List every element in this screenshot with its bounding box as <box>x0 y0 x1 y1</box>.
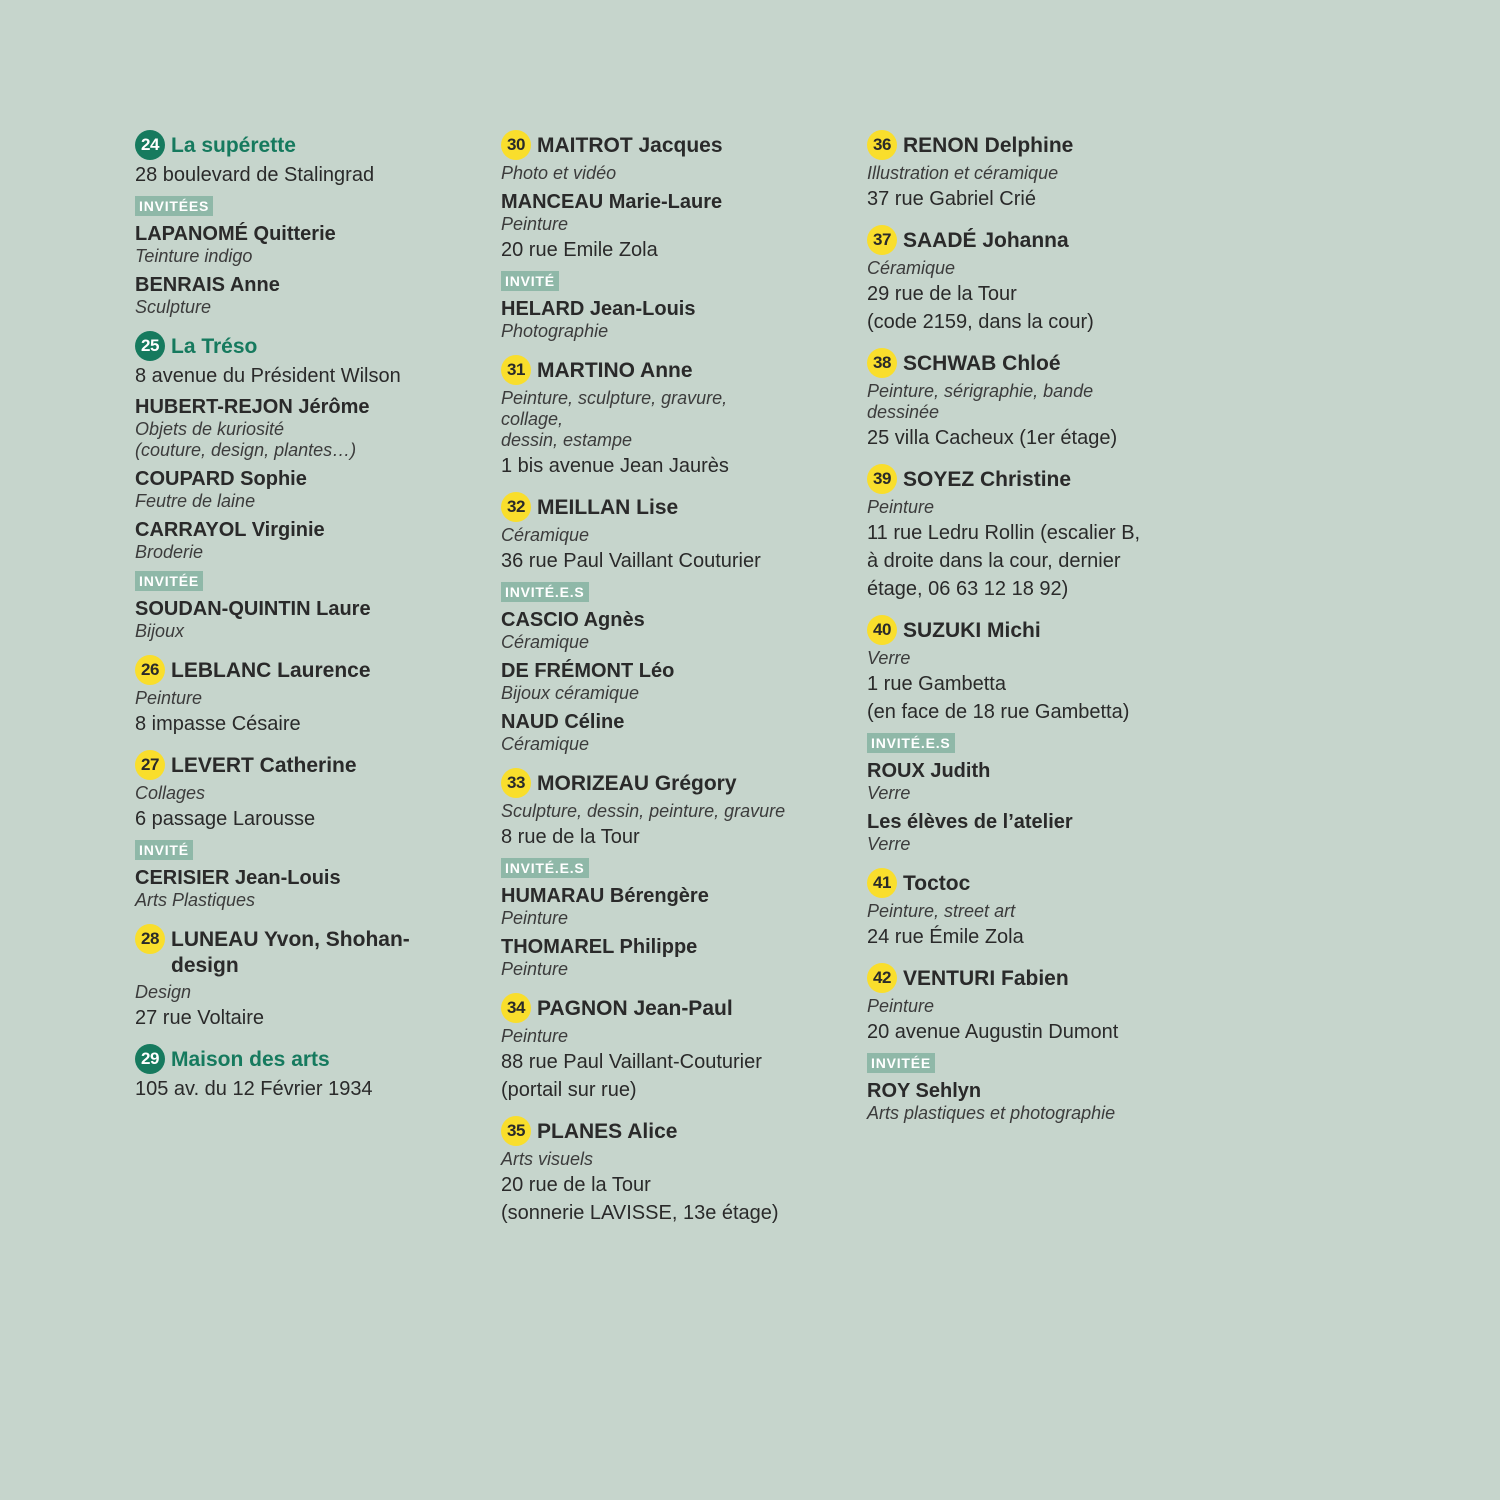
guest-badge-row <box>135 563 475 591</box>
address-line: 105 av. du 12 Février 1934 <box>135 1078 373 1100</box>
guest-block <box>501 297 841 342</box>
listing-entry <box>135 753 475 911</box>
listing-entry <box>867 618 1197 855</box>
artist-name: SUZUKI Michi <box>903 619 1041 642</box>
address-line: 8 rue de la Tour <box>501 826 640 848</box>
artist-discipline: Peinture <box>867 497 935 517</box>
guest-badge-row <box>501 574 841 602</box>
artist-discipline: Peinture <box>501 214 569 234</box>
entry-number-badge: 24 <box>135 130 165 160</box>
guest-discipline: Peinture <box>501 959 569 979</box>
entry-heading <box>867 966 1197 993</box>
artist-name: MEILLAN Lise <box>537 496 679 519</box>
artist-name: MANCEAU Marie-Laure <box>501 191 723 213</box>
artist-name: SCHWAB Chloé <box>903 352 1061 375</box>
listing-entry <box>135 133 475 318</box>
artist-name: SAADÉ Johanna <box>903 229 1069 252</box>
guest-badge: INVITÉ.E.S <box>867 733 955 753</box>
entry-number-badge: 42 <box>867 963 897 993</box>
guest-discipline: Sculpture <box>135 297 212 317</box>
entry-number-badge: 33 <box>501 768 531 798</box>
guest-discipline: Verre <box>867 834 911 854</box>
entry-number-badge: 39 <box>867 464 897 494</box>
guest-badge-row <box>135 188 475 216</box>
entry-number-badge: 25 <box>135 331 165 361</box>
venue-name: Maison des arts <box>171 1048 330 1071</box>
artist-discipline: Peinture <box>135 688 203 708</box>
artist-discipline: Céramique <box>501 525 590 545</box>
guest-badge: INVITÉ <box>135 840 193 860</box>
entry-heading <box>501 495 841 522</box>
guest-badge-row <box>135 832 475 860</box>
entry-number-badge: 31 <box>501 355 531 385</box>
address-line: 37 rue Gabriel Crié <box>867 188 1036 210</box>
guest-badge-row <box>501 850 841 878</box>
entry-number-badge: 26 <box>135 655 165 685</box>
artist-discipline: Collages <box>135 783 206 803</box>
entry-number-badge: 40 <box>867 615 897 645</box>
artist-discipline: Peinture, street art <box>867 901 1016 921</box>
guest-name: NAUD Céline <box>501 711 625 733</box>
address-line: 1 rue Gambetta <box>867 673 1006 695</box>
guest-discipline: Arts plastiques et photographie <box>867 1103 1116 1123</box>
address-line: (en face de 18 rue Gambetta) <box>867 701 1130 723</box>
entry-number-badge: 35 <box>501 1116 531 1146</box>
guest-name: LAPANOMÉ Quitterie <box>135 223 336 245</box>
artist-discipline: Feutre de laine <box>135 491 256 511</box>
venue-name: La supérette <box>171 134 296 157</box>
artist-discipline: Broderie <box>135 542 204 562</box>
entry-heading <box>135 927 475 979</box>
entry-heading <box>867 351 1197 378</box>
artist-block <box>135 518 475 563</box>
guest-block <box>135 273 475 318</box>
artist-discipline: Arts visuels <box>501 1149 594 1169</box>
artist-discipline: Peinture <box>501 1026 569 1046</box>
address-line: (code 2159, dans la cour) <box>867 311 1094 333</box>
guest-badge: INVITÉE <box>867 1053 935 1073</box>
address-line: étage, 06 63 12 18 92) <box>867 578 1069 600</box>
entry-heading <box>501 996 841 1023</box>
artist-discipline: Peinture, sérigraphie, bande dessinée <box>867 381 1094 422</box>
guest-discipline: Bijoux <box>135 621 185 641</box>
address-line: 20 rue de la Tour <box>501 1174 651 1196</box>
guest-badge-row <box>867 1045 1197 1073</box>
guest-badge-row <box>501 263 841 291</box>
address-line: (portail sur rue) <box>501 1079 637 1101</box>
guest-block <box>135 222 475 267</box>
entry-heading <box>135 334 475 361</box>
listing-entry <box>867 467 1197 602</box>
artist-name: PAGNON Jean-Paul <box>537 997 733 1020</box>
listing-entry <box>135 658 475 737</box>
guest-discipline: Teinture indigo <box>135 246 253 266</box>
entry-number-badge: 28 <box>135 924 165 954</box>
guest-block <box>867 810 1197 855</box>
entry-number-badge: 27 <box>135 750 165 780</box>
guest-block <box>135 866 475 911</box>
artist-name: SOYEZ Christine <box>903 468 1072 491</box>
guest-block <box>501 659 841 704</box>
artist-name: PLANES Alice <box>537 1120 678 1143</box>
artist-name: RENON Delphine <box>903 134 1074 157</box>
guest-block <box>867 1079 1197 1124</box>
entry-heading <box>135 753 475 780</box>
artist-name: MAITROT Jacques <box>537 134 723 157</box>
address-line: 20 avenue Augustin Dumont <box>867 1021 1119 1043</box>
artist-name: CARRAYOL Virginie <box>135 519 325 541</box>
artist-block <box>135 467 475 512</box>
artist-discipline: Design <box>135 982 192 1002</box>
guest-name: ROUX Judith <box>867 760 991 782</box>
entry-heading <box>135 133 475 160</box>
artist-block <box>501 190 841 235</box>
guest-badge: INVITÉES <box>135 196 213 216</box>
artist-name: LEBLANC Laurence <box>171 659 371 682</box>
artist-discipline: Céramique <box>867 258 956 278</box>
artist-name: LEVERT Catherine <box>171 754 357 777</box>
guest-block <box>501 608 841 653</box>
address-line: 8 impasse Césaire <box>135 713 301 735</box>
artist-discipline: Illustration et céramique <box>867 163 1059 183</box>
entry-number-badge: 30 <box>501 130 531 160</box>
guest-name: CERISIER Jean-Louis <box>135 867 341 889</box>
guest-block <box>501 710 841 755</box>
guest-badge: INVITÉ.E.S <box>501 858 589 878</box>
guest-badge: INVITÉ <box>501 271 559 291</box>
address-line: 24 rue Émile Zola <box>867 926 1024 948</box>
listing-entry <box>135 927 475 1031</box>
address-line: 29 rue de la Tour <box>867 283 1017 305</box>
guest-badge-row <box>867 725 1197 753</box>
guest-discipline: Céramique <box>501 632 590 652</box>
guest-name: THOMAREL Philippe <box>501 936 698 958</box>
address-line: 28 boulevard de Stalingrad <box>135 164 375 186</box>
listing-entry <box>867 966 1197 1124</box>
guest-badge: INVITÉ.E.S <box>501 582 589 602</box>
artist-discipline: Peinture, sculpture, gravure, collage, dessin, estampe <box>501 388 728 450</box>
entry-number-badge: 34 <box>501 993 531 1023</box>
address-line: (sonnerie LAVISSE, 13e étage) <box>501 1202 779 1224</box>
listing-entry <box>501 1119 841 1226</box>
address-line: 8 avenue du Président Wilson <box>135 365 401 387</box>
listing-column-left <box>135 133 475 1118</box>
address-line: 36 rue Paul Vaillant Couturier <box>501 550 761 572</box>
guest-block <box>501 935 841 980</box>
address-line: 88 rue Paul Vaillant-Couturier <box>501 1051 762 1073</box>
address-line: 25 villa Cacheux (1er étage) <box>867 427 1118 449</box>
address-line: à droite dans la cour, dernier <box>867 550 1121 572</box>
listing-entry <box>135 1047 475 1102</box>
listing-column-middle <box>501 133 841 1242</box>
address-line: 6 passage Larousse <box>135 808 316 830</box>
artist-name: MORIZEAU Grégory <box>537 772 737 795</box>
entry-number-badge: 41 <box>867 868 897 898</box>
guest-block <box>135 597 475 642</box>
guest-name: DE FRÉMONT Léo <box>501 660 675 682</box>
entry-heading <box>867 618 1197 645</box>
guest-name: CASCIO Agnès <box>501 609 645 631</box>
artist-name: MARTINO Anne <box>537 359 693 382</box>
entry-number-badge: 37 <box>867 225 897 255</box>
address-line: 1 bis avenue Jean Jaurès <box>501 455 729 477</box>
address-line: 11 rue Ledru Rollin (escalier B, <box>867 522 1141 544</box>
listing-entry <box>867 871 1197 950</box>
listing-entry <box>867 228 1197 335</box>
listing-entry <box>501 771 841 980</box>
entry-heading <box>501 358 841 385</box>
artist-discipline: Peinture <box>867 996 935 1016</box>
guest-name: HUMARAU Bérengère <box>501 885 709 907</box>
guest-discipline: Peinture <box>501 908 569 928</box>
entry-heading <box>867 467 1197 494</box>
entry-number-badge: 29 <box>135 1044 165 1074</box>
artist-name: Toctoc <box>903 872 971 895</box>
guest-badge: INVITÉE <box>135 571 203 591</box>
address-line: 20 rue Emile Zola <box>501 239 658 261</box>
listing-entry <box>501 133 841 342</box>
guest-discipline: Céramique <box>501 734 590 754</box>
artist-discipline: Photo et vidéo <box>501 163 617 183</box>
artist-name: HUBERT-REJON Jérôme <box>135 396 370 418</box>
address-line: 27 rue Voltaire <box>135 1007 264 1029</box>
guest-discipline: Verre <box>867 783 911 803</box>
artist-name: VENTURI Fabien <box>903 967 1069 990</box>
guest-block <box>867 759 1197 804</box>
entry-heading <box>867 871 1197 898</box>
listing-entry <box>501 495 841 755</box>
artist-discipline: Verre <box>867 648 911 668</box>
entry-heading <box>135 658 475 685</box>
venue-name: La Tréso <box>171 335 258 358</box>
guest-name: HELARD Jean-Louis <box>501 298 696 320</box>
listing-entry <box>867 351 1197 451</box>
entry-heading <box>501 1119 841 1146</box>
listing-entry <box>501 358 841 479</box>
guest-name: BENRAIS Anne <box>135 274 280 296</box>
artist-discipline: Objets de kuriosité (couture, design, plantes…) <box>135 419 357 460</box>
artist-discipline: Sculpture, dessin, peinture, gravure <box>501 801 786 821</box>
listing-column-right <box>867 133 1197 1140</box>
entry-number-badge: 32 <box>501 492 531 522</box>
entry-heading <box>135 1047 475 1074</box>
guest-name: SOUDAN-QUINTIN Laure <box>135 598 371 620</box>
guest-discipline: Bijoux céramique <box>501 683 640 703</box>
listing-entry <box>867 133 1197 212</box>
listing-entry <box>501 996 841 1103</box>
artist-name: COUPARD Sophie <box>135 468 307 490</box>
guest-discipline: Photographie <box>501 321 609 341</box>
entry-heading <box>867 133 1197 160</box>
guest-name: Les élèves de l’atelier <box>867 811 1073 833</box>
guest-block <box>501 884 841 929</box>
guest-discipline: Arts Plastiques <box>135 890 256 910</box>
artist-block <box>135 395 475 461</box>
entry-number-badge: 38 <box>867 348 897 378</box>
listing-entry <box>135 334 475 642</box>
entry-heading <box>867 228 1197 255</box>
entry-heading <box>501 771 841 798</box>
guest-name: ROY Sehlyn <box>867 1080 982 1102</box>
entry-number-badge: 36 <box>867 130 897 160</box>
entry-heading <box>501 133 841 160</box>
artist-name: LUNEAU Yvon, Shohan-design <box>171 928 410 977</box>
